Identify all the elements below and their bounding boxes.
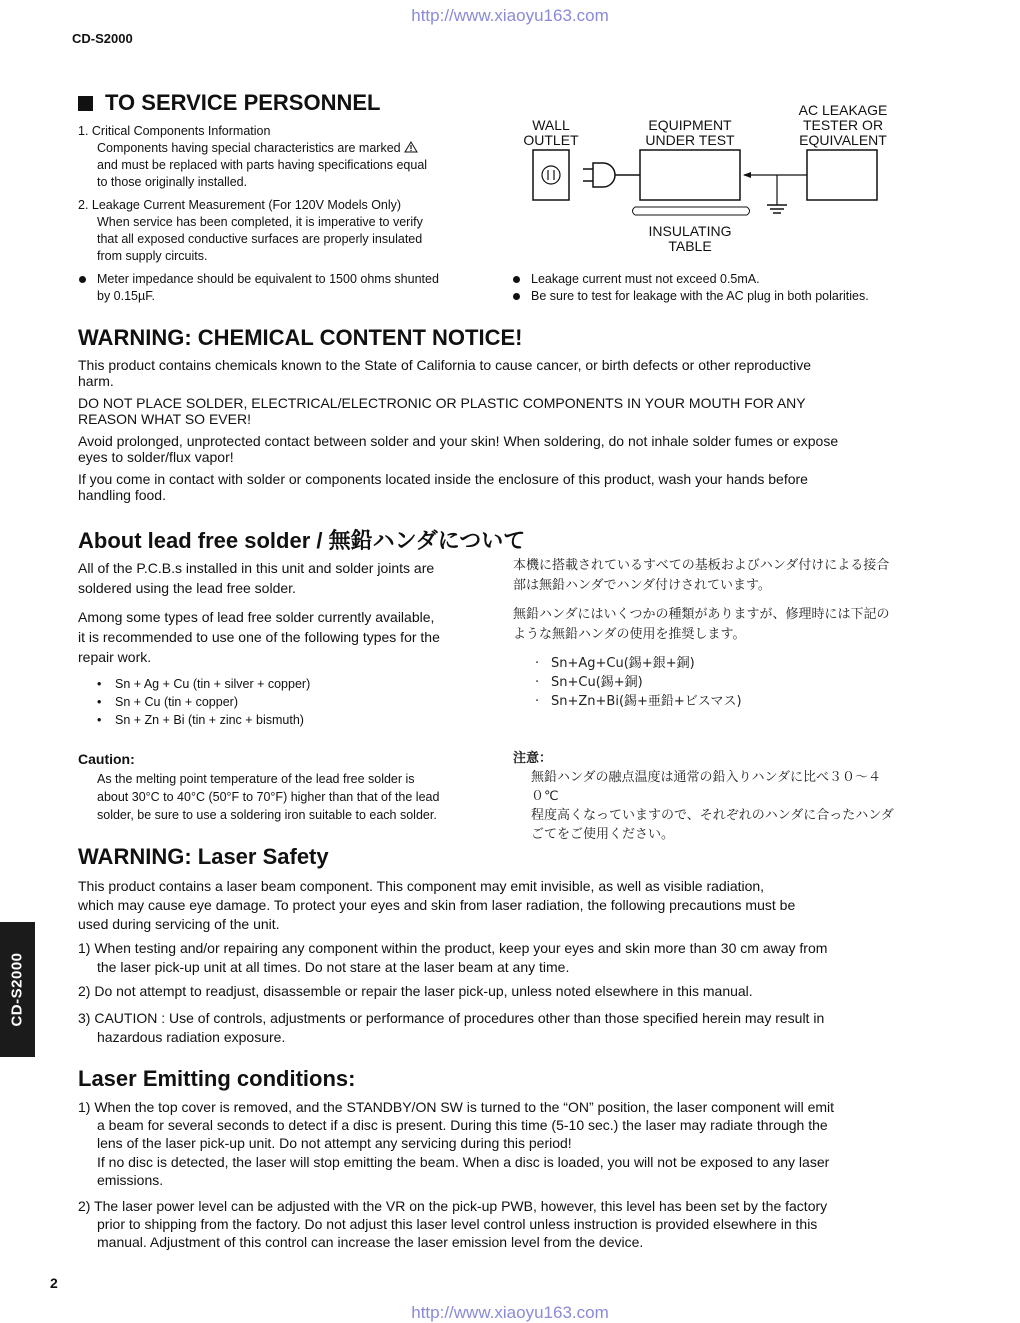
- emit-i2-line3: manual. Adjustment of this control can increase the laser emission level from the device.: [97, 1234, 644, 1251]
- lead-jp-p2: [513, 605, 903, 645]
- bullet-icon: [79, 276, 86, 283]
- square-bullet-icon: [78, 96, 93, 111]
- side-tab: [0, 922, 35, 1057]
- meter-line1: Meter impedance should be equivalent to 1500 ohms shunted: [97, 272, 439, 286]
- list-item: [535, 673, 742, 692]
- lead-jp-b3: Sn+Zn+Bi(錫+亜鉛+ビスマス): [551, 694, 742, 709]
- lead-en-p2-line1: Among some types of lead free solder currently available,: [78, 609, 435, 625]
- side-tab-label: CD-S2000: [9, 952, 27, 1027]
- ins-label-2: TABLE: [668, 238, 712, 254]
- emit-i2-line1: 2) The laser power level can be adjusted with the VR on the pick-up PWB, however, this level has been set by the factory: [78, 1198, 828, 1214]
- jp-caution-body: [531, 768, 906, 844]
- chem-p1-line1: This product contains chemicals known to the State of California to cause cancer, or birth defects or other reproductive: [78, 357, 812, 373]
- ac-leakage-label: [783, 103, 903, 148]
- list-item: [535, 654, 742, 673]
- meter-note: [97, 271, 469, 305]
- wall-outlet-icon: [533, 150, 569, 200]
- item1-title: 1. Critical Components Information: [78, 124, 271, 138]
- chemical-body: [78, 357, 900, 503]
- emit-i1-line4: If no disc is detected, the laser will stop emitting the beam. When a disc is loaded, you will not be exposed to any laser: [97, 1153, 830, 1170]
- emit-i1-line3: lens of the laser pick-up unit. Do not attempt any servicing during this period!: [97, 1135, 572, 1152]
- emitting-item-1: [78, 1098, 900, 1189]
- lead-jp-list: [535, 654, 742, 711]
- list-item: [535, 692, 742, 711]
- laser-intro: [78, 877, 900, 934]
- lead-en-b3: Sn + Zn + Bi (tin + zinc + bismuth): [115, 713, 304, 727]
- caution-body: [97, 770, 467, 824]
- chemical-p2: [78, 395, 900, 427]
- lead-title: About lead free solder / 無鉛ハンダについて: [78, 528, 526, 553]
- lead-jp-p2-line2: ような無鉛ハンダの使用を推奨します。: [513, 627, 746, 642]
- wall-outlet-label: [515, 118, 587, 148]
- lead-en-p1-line1: All of the P.C.B.s installed in this unit and solder joints are: [78, 560, 435, 576]
- item2-line2: that all exposed conductive surfaces are properly insulated: [97, 232, 423, 246]
- service-heading: [78, 90, 380, 116]
- lead-jp-p1-line2: 部は無鉛ハンダでハンダ付けされています。: [513, 578, 771, 593]
- item2-title: 2. Leakage Current Measurement (For 120V Models Only): [78, 198, 402, 212]
- ground-icon: [767, 175, 787, 213]
- wall-label-1: WALL: [532, 117, 570, 133]
- header-url[interactable]: http://www.xiaoyu163.com: [411, 6, 609, 25]
- ac-label-3: EQUIVALENT: [799, 132, 887, 148]
- leak-note-1: Leakage current must not exceed 0.5mA.: [531, 272, 760, 286]
- ac-label-1: AC LEAKAGE: [798, 102, 888, 118]
- chem-p4-line1: If you come in contact with solder or components located inside the enclosure of this product, wash your hands before: [78, 471, 808, 487]
- plug-icon: [583, 163, 640, 187]
- equipment-label: [630, 118, 750, 148]
- bullet-icon: ·: [535, 675, 540, 690]
- chem-p1-line2: harm.: [78, 373, 114, 389]
- bullet-icon: [513, 293, 520, 300]
- lead-jp-p1-line1: 本機に搭載されているすべての基板およびハンダ付けによる接合: [513, 558, 890, 573]
- chem-p2-line2: REASON WHAT SO EVER!: [78, 411, 251, 427]
- bullet-icon: •: [97, 695, 102, 709]
- leakage-diagram: [515, 145, 915, 230]
- list-item: [97, 711, 310, 729]
- emit-i2-line2: prior to shipping from the factory. Do not adjust this laser level control unless instruction is provided elsewhere in this: [97, 1216, 818, 1233]
- wall-label-2: OUTLET: [523, 132, 579, 148]
- bullet-icon: •: [97, 713, 102, 727]
- page-number: 2: [50, 1275, 58, 1291]
- laser-intro-line3: used during servicing of the unit.: [78, 916, 280, 932]
- laser-i3-line1: 3) CAUTION : Use of controls, adjustments or performance of procedures other than those specified herein may result in: [78, 1010, 825, 1026]
- bullet-icon: •: [97, 677, 102, 691]
- chemical-p4: [78, 471, 900, 503]
- service-item-2: [78, 197, 468, 265]
- laser-intro-line2: which may cause eye damage. To protect your eyes and skin from laser radiation, the following precautions must be: [78, 897, 796, 913]
- insulating-table-icon: [633, 207, 750, 215]
- model-label: CD-S2000: [72, 31, 133, 46]
- service-item-1: [78, 123, 468, 191]
- lead-en-b1: Sn + Ag + Cu (tin + silver + copper): [115, 677, 311, 691]
- lead-jp-p1: [513, 556, 903, 596]
- chem-p4-line2: handling food.: [78, 487, 166, 503]
- chem-p2-line1: DO NOT PLACE SOLDER, ELECTRICAL/ELECTRONIC OR PLASTIC COMPONENTS IN YOUR MOUTH FOR ANY: [78, 395, 806, 411]
- item2-line3: from supply circuits.: [97, 249, 208, 263]
- jp-caution-line3: ごてをご使用ください。: [531, 827, 675, 842]
- item1-line2: and must be replaced with parts having specifications equal: [97, 158, 428, 172]
- arrow-icon: [743, 172, 751, 178]
- lead-en-p2-line3: repair work.: [78, 649, 152, 665]
- ins-label-1: INSULATING: [648, 223, 732, 239]
- lead-en-b2: Sn + Cu (tin + copper): [115, 695, 238, 709]
- equip-label-2: UNDER TEST: [645, 132, 735, 148]
- equip-label-1: EQUIPMENT: [648, 117, 732, 133]
- list-item: [97, 693, 310, 711]
- chemical-title: WARNING: CHEMICAL CONTENT NOTICE!: [78, 325, 523, 350]
- jp-caution-line2: 程度高くなっていますので、それぞれのハンダに合ったハンダ: [531, 808, 894, 823]
- laser-title: WARNING: Laser Safety: [78, 844, 329, 869]
- chemical-p3: [78, 433, 900, 465]
- laser-intro-line1: This product contains a laser beam component. This component may emit invisible, as well as visible radiation,: [78, 878, 765, 894]
- caution-title: Caution:: [78, 751, 135, 767]
- emit-i1-line2: a beam for several seconds to detect if a disc is present. During this time (5-10 sec.) the laser may radiate through the: [97, 1117, 828, 1134]
- emit-i1-line5: emissions.: [97, 1171, 164, 1188]
- laser-i3-line2: hazardous radiation exposure.: [97, 1029, 286, 1045]
- item1-line1: Components having special characteristics are marked: [97, 141, 401, 155]
- laser-i1-line2: the laser pick-up unit at all times. Do not stare at the laser beam at any time.: [97, 959, 570, 975]
- warning-triangle-icon: [404, 141, 418, 153]
- meter-line2: by 0.15µF.: [97, 289, 155, 303]
- emitting-item-2: [78, 1197, 900, 1252]
- leak-note-2: Be sure to test for leakage with the AC plug in both polarities.: [531, 289, 869, 303]
- caution-line2: about 30°C to 40°C (50°F to 70°F) higher than that of the lead: [97, 790, 440, 804]
- lead-en-list: [97, 675, 310, 729]
- bullet-icon: ·: [535, 656, 540, 671]
- caution-line1: As the melting point temperature of the lead free solder is: [97, 772, 415, 786]
- lead-en-p2-line2: it is recommended to use one of the following types for the: [78, 629, 440, 645]
- laser-item-2: 2) Do not attempt to readjust, disassemble or repair the laser pick-up, unless noted elsewhere in this manual.: [78, 983, 753, 999]
- bullet-icon: [513, 276, 520, 283]
- item2-line1: When service has been completed, it is imperative to verify: [97, 215, 423, 229]
- lead-en-p1-line2: soldered using the lead free solder.: [78, 580, 296, 596]
- jp-caution-line1: 無鉛ハンダの融点温度は通常の鉛入りハンダに比べ３０〜４０℃: [531, 770, 881, 804]
- tester-box: [807, 150, 877, 200]
- chemical-p1: [78, 357, 900, 389]
- lead-jp-b1: Sn+Ag+Cu(錫+銀+銅): [551, 656, 695, 671]
- lead-en-p2: [78, 607, 468, 667]
- laser-i1-line1: 1) When testing and/or repairing any component within the product, keep your eyes and skin more than 30 cm away from: [78, 940, 828, 956]
- item1-line3: to those originally installed.: [97, 175, 248, 189]
- equipment-box: [640, 150, 740, 200]
- caution-line3: solder, be sure to use a soldering iron suitable to each solder.: [97, 808, 437, 822]
- list-item: [97, 675, 310, 693]
- lead-en-p1: [78, 558, 468, 598]
- chem-p3-line2: eyes to solder/flux vapor!: [78, 449, 234, 465]
- laser-item-3: [78, 1009, 900, 1047]
- footer-url[interactable]: http://www.xiaoyu163.com: [411, 1303, 609, 1322]
- jp-caution-title: 注意：: [513, 751, 553, 766]
- emitting-title: Laser Emitting conditions:: [78, 1066, 356, 1091]
- lead-jp-b2: Sn+Cu(錫+銅): [551, 675, 643, 690]
- bullet-icon: ·: [535, 694, 540, 709]
- chem-p3-line1: Avoid prolonged, unprotected contact between solder and your skin! When soldering, do not inhale solder fumes or expose: [78, 433, 839, 449]
- ac-label-2: TESTER OR: [802, 117, 884, 133]
- service-title: TO SERVICE PERSONNEL: [105, 90, 381, 115]
- emit-i1-line1: 1) When the top cover is removed, and the STANDBY/ON SW is turned to the “ON” position, the laser component will emit: [78, 1099, 835, 1115]
- lead-jp-p2-line1: 無鉛ハンダにはいくつかの種類がありますが、修理時には下記の: [513, 607, 890, 622]
- laser-item-1: [78, 939, 900, 977]
